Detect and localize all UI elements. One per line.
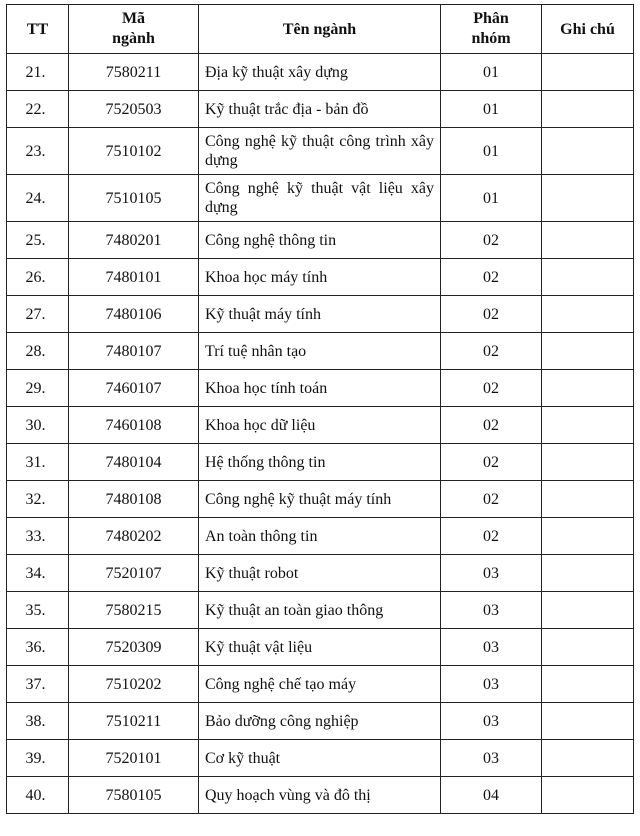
row-tt: 38. [7,703,69,740]
row-ghi-chu [542,666,634,703]
row-ghi-chu [542,91,634,128]
row-ten-nganh: Công nghệ kỹ thuật công trình xây dựng [199,128,441,175]
row-phan-nhom: 02 [441,222,542,259]
row-ghi-chu [542,54,634,91]
row-ten-nganh: Khoa học máy tính [199,259,441,296]
row-ma-nganh: 7480201 [69,222,199,259]
row-ghi-chu [542,777,634,814]
row-phan-nhom: 02 [441,333,542,370]
row-ghi-chu [542,592,634,629]
row-ten-nganh: Trí tuệ nhân tạo [199,333,441,370]
table-row [7,333,634,370]
row-ten-nganh: Kỹ thuật vật liệu [199,629,441,666]
row-ten-nganh: Công nghệ chế tạo máy [199,666,441,703]
row-phan-nhom: 03 [441,703,542,740]
row-ten-nganh: Khoa học tính toán [199,370,441,407]
header-pn-line2: nhóm [471,30,511,47]
row-ghi-chu [542,518,634,555]
row-ghi-chu [542,740,634,777]
row-ten-nganh: Bảo dưỡng công nghiệp [199,703,441,740]
row-ten-nganh: An toàn thông tin [199,518,441,555]
row-ma-nganh: 7510105 [69,175,199,222]
header-ma-nganh [69,5,199,54]
header-ghi-chu: Ghi chú [542,5,634,54]
row-phan-nhom: 03 [441,592,542,629]
table-row [7,666,634,703]
row-ma-nganh: 7520101 [69,740,199,777]
row-tt: 25. [7,222,69,259]
row-phan-nhom: 02 [441,481,542,518]
row-ten-nganh: Công nghệ thông tin [199,222,441,259]
row-ghi-chu [542,407,634,444]
row-ghi-chu [542,222,634,259]
row-tt: 24. [7,175,69,222]
row-ghi-chu [542,296,634,333]
row-phan-nhom: 02 [441,407,542,444]
row-ma-nganh: 7460108 [69,407,199,444]
table-row [7,259,634,296]
row-phan-nhom: 02 [441,259,542,296]
table-row [7,54,634,91]
table-row [7,444,634,481]
row-phan-nhom: 03 [441,629,542,666]
row-ghi-chu [542,128,634,175]
row-ma-nganh: 7480101 [69,259,199,296]
table-row [7,91,634,128]
row-tt: 28. [7,333,69,370]
table-header-row [7,5,634,54]
row-ten-nganh: Cơ kỹ thuật [199,740,441,777]
row-ten-nganh: Công nghệ kỹ thuật máy tính [199,481,441,518]
row-phan-nhom: 01 [441,175,542,222]
table-row [7,222,634,259]
header-ten-nganh: Tên ngành [199,5,441,54]
table-row [7,740,634,777]
row-ma-nganh: 7480107 [69,333,199,370]
header-pn-line1: Phân [473,10,509,27]
row-ghi-chu [542,703,634,740]
table-row [7,777,634,814]
table-row [7,481,634,518]
row-tt: 33. [7,518,69,555]
row-ten-nganh: Quy hoạch vùng và đô thị [199,777,441,814]
row-tt: 27. [7,296,69,333]
row-phan-nhom: 02 [441,296,542,333]
row-ghi-chu [542,444,634,481]
table-row [7,703,634,740]
header-tt: TT [7,5,69,54]
row-tt: 32. [7,481,69,518]
row-ma-nganh: 7480106 [69,296,199,333]
row-ghi-chu [542,555,634,592]
row-ma-nganh: 7510211 [69,703,199,740]
row-ma-nganh: 7480202 [69,518,199,555]
row-ghi-chu [542,333,634,370]
row-phan-nhom: 01 [441,91,542,128]
row-phan-nhom: 01 [441,54,542,91]
row-tt: 40. [7,777,69,814]
row-ten-nganh: Địa kỹ thuật xây dựng [199,54,441,91]
row-ma-nganh: 7580211 [69,54,199,91]
row-phan-nhom: 03 [441,666,542,703]
row-ma-nganh: 7520107 [69,555,199,592]
row-ten-nganh: Kỹ thuật trắc địa - bản đồ [199,91,441,128]
row-phan-nhom: 02 [441,518,542,555]
row-tt: 23. [7,128,69,175]
row-ten-nganh: Công nghệ kỹ thuật vật liệu xây dựng [199,175,441,222]
row-phan-nhom: 03 [441,555,542,592]
row-ten-nganh: Kỹ thuật máy tính [199,296,441,333]
table-row [7,175,634,222]
row-ma-nganh: 7510102 [69,128,199,175]
row-ten-nganh: Khoa học dữ liệu [199,407,441,444]
row-ghi-chu [542,629,634,666]
header-phan-nhom [441,5,542,54]
row-ma-nganh: 7520503 [69,91,199,128]
row-ghi-chu [542,370,634,407]
table-row [7,629,634,666]
row-tt: 39. [7,740,69,777]
row-tt: 30. [7,407,69,444]
row-ghi-chu [542,481,634,518]
row-tt: 36. [7,629,69,666]
table-row [7,518,634,555]
row-tt: 35. [7,592,69,629]
row-phan-nhom: 01 [441,128,542,175]
row-phan-nhom: 03 [441,740,542,777]
row-tt: 26. [7,259,69,296]
majors-table [6,4,634,814]
table-row [7,407,634,444]
row-ma-nganh: 7580215 [69,592,199,629]
row-ma-nganh: 7510202 [69,666,199,703]
row-ma-nganh: 7480104 [69,444,199,481]
header-ma-line2: ngành [112,30,155,47]
row-tt: 31. [7,444,69,481]
row-ma-nganh: 7460107 [69,370,199,407]
row-tt: 37. [7,666,69,703]
row-tt: 29. [7,370,69,407]
row-ghi-chu [542,259,634,296]
header-ma-line1: Mã [121,10,146,27]
row-phan-nhom: 04 [441,777,542,814]
table-row [7,128,634,175]
table-row [7,370,634,407]
row-ghi-chu [542,175,634,222]
row-ma-nganh: 7580105 [69,777,199,814]
row-phan-nhom: 02 [441,444,542,481]
row-tt: 21. [7,54,69,91]
table-row [7,296,634,333]
row-tt: 22. [7,91,69,128]
row-phan-nhom: 02 [441,370,542,407]
table-row [7,555,634,592]
row-ma-nganh: 7480108 [69,481,199,518]
row-tt: 34. [7,555,69,592]
row-ten-nganh: Kỹ thuật robot [199,555,441,592]
row-ten-nganh: Kỹ thuật an toàn giao thông [199,592,441,629]
table-row [7,592,634,629]
row-ten-nganh: Hệ thống thông tin [199,444,441,481]
row-ma-nganh: 7520309 [69,629,199,666]
